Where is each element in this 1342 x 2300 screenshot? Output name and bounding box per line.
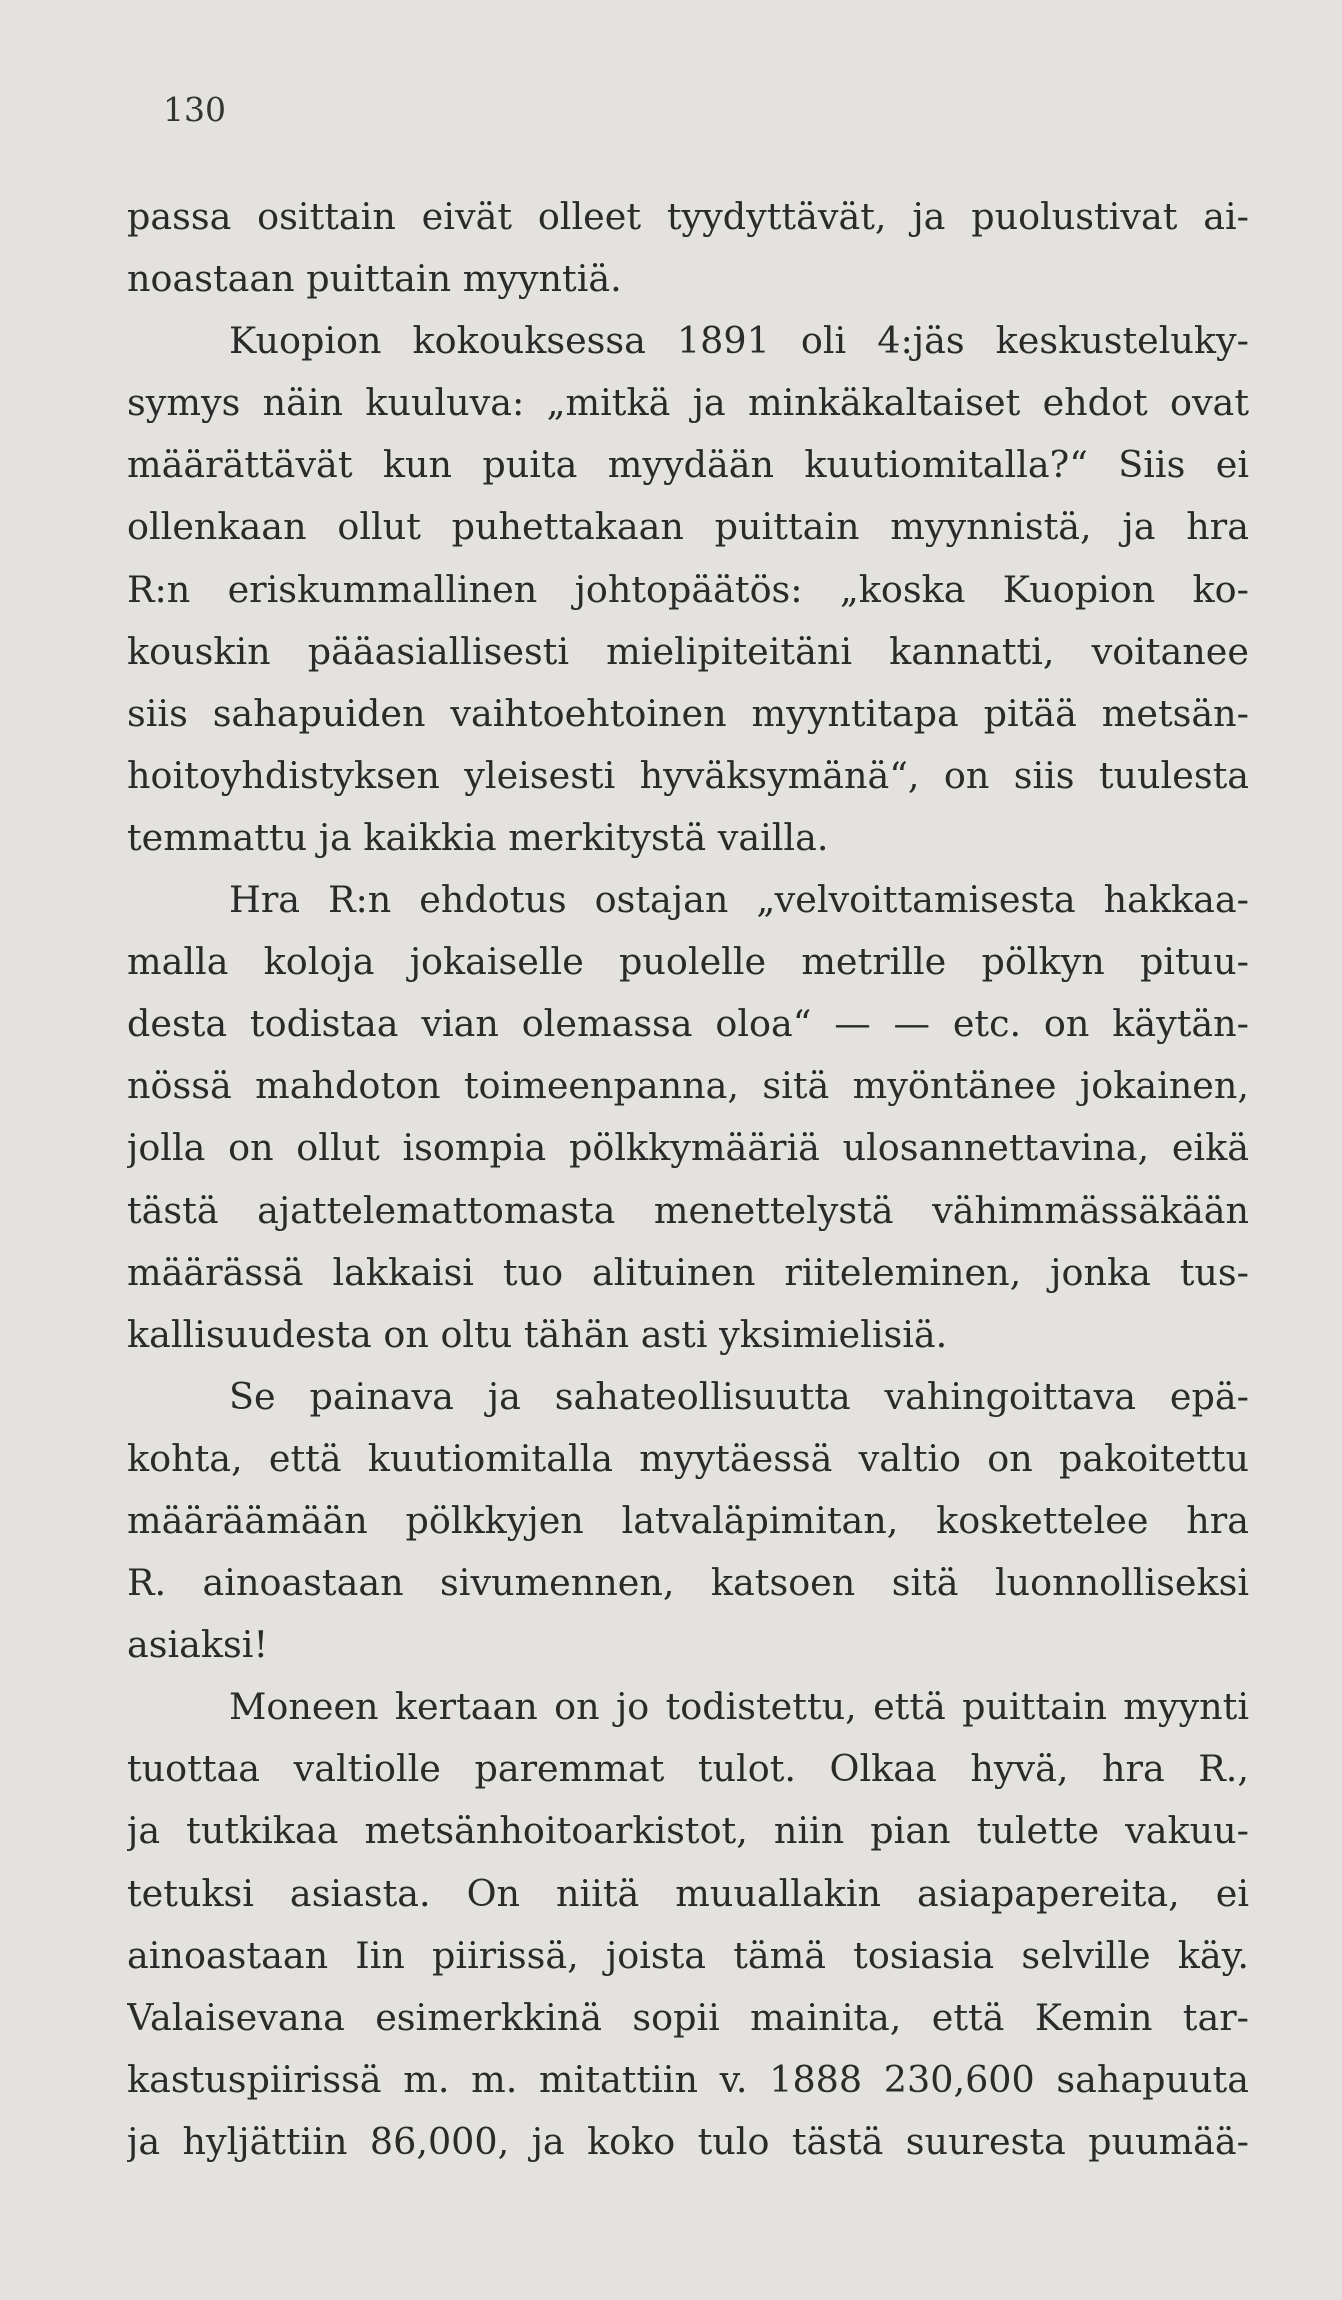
text-line: Moneen kertaan on jo todistettu, että puittain myynti [229,1685,1249,1729]
text-line: malla koloja jokaiselle puolelle metrille pölkyn pituu- [127,940,1249,984]
text-line: kallisuudesta on oltu tähän asti yksimielisiä. [127,1312,948,1356]
text-line: Hra R:n ehdotus ostajan „velvoittamisesta hakkaa- [229,878,1249,922]
text-line: tuottaa valtiolle paremmat tulot. Olkaa hyvä, hra R., [127,1747,1249,1791]
text-line: tästä ajattelemattomasta menettelystä vähimmässäkään [127,1188,1249,1232]
text-line: määräämään pölkkyjen latvaläpimitan, koskettelee hra [127,1498,1249,1542]
text-line: Se painava ja sahateollisuutta vahingoittava epä- [229,1374,1249,1418]
text-line: jolla on ollut isompia pölkkymääriä ulosannettavina, eikä [127,1126,1249,1170]
text-line: temmattu ja kaikkia merkitystä vailla. [127,815,829,859]
text-line: kouskin pääasiallisesti mielipiteitäni kannatti, voitanee [127,629,1249,673]
text-line: ja tutkikaa metsänhoitoarkistot, niin pian tulette vakuu- [127,1809,1249,1853]
text-line: kohta, että kuutiomitalla myytäessä valtio on pakoitettu [127,1436,1249,1480]
text-line: tetuksi asiasta. On niitä muuallakin asiapapereita, ei [127,1871,1249,1915]
text-line: hoitoyhdistyksen yleisesti hyväksymänä“, on siis tuulesta [127,753,1249,797]
text-line: passa osittain eivät olleet tyydyttävät, ja puolustivat ai- [127,195,1249,238]
text-line: R:n eriskummallinen johtopäätös: „koska Kuopion ko- [127,567,1249,611]
text-line: Kuopion kokouksessa 1891 oli 4:jäs keskusteluky- [229,319,1249,363]
text-line: kastuspiirissä m. m. mitattiin v. 1888 230,600 sahapuuta [127,2057,1249,2101]
body-text [127,186,1249,2173]
text-line: desta todistaa vian olemassa oloa“ — — etc. on käytän- [127,1002,1249,1046]
text-line: ja hyljättiin 86,000, ja koko tulo tästä suuresta puumää- [127,2119,1249,2163]
text-line: nössä mahdoton toimeenpanna, sitä myöntänee jokainen, [127,1064,1249,1108]
text-line: noastaan puittain myyntiä. [127,257,622,301]
page-number: 130 [163,90,226,129]
text-line: symys näin kuuluva: „mitkä ja minkäkaltaiset ehdot ovat [127,381,1249,425]
text-line: määrässä lakkaisi tuo alituinen riiteleminen, jonka tus- [127,1250,1249,1294]
text-line: asiaksi! [127,1623,269,1667]
text-line: siis sahapuiden vaihtoehtoinen myyntitapa pitää metsän- [127,691,1249,735]
text-line: ainoastaan Iin piirissä, joista tämä tosiasia selville käy. [127,1933,1249,1977]
text-line: Valaisevana esimerkkinä sopii mainita, että Kemin tar- [127,1995,1249,2039]
text-line: R. ainoastaan sivumennen, katsoen sitä luonnolliseksi [127,1561,1249,1605]
text-line: määrättävät kun puita myydään kuutiomitalla?“ Siis ei [127,443,1249,487]
text-line: ollenkaan ollut puhettakaan puittain myynnistä, ja hra [127,505,1249,549]
